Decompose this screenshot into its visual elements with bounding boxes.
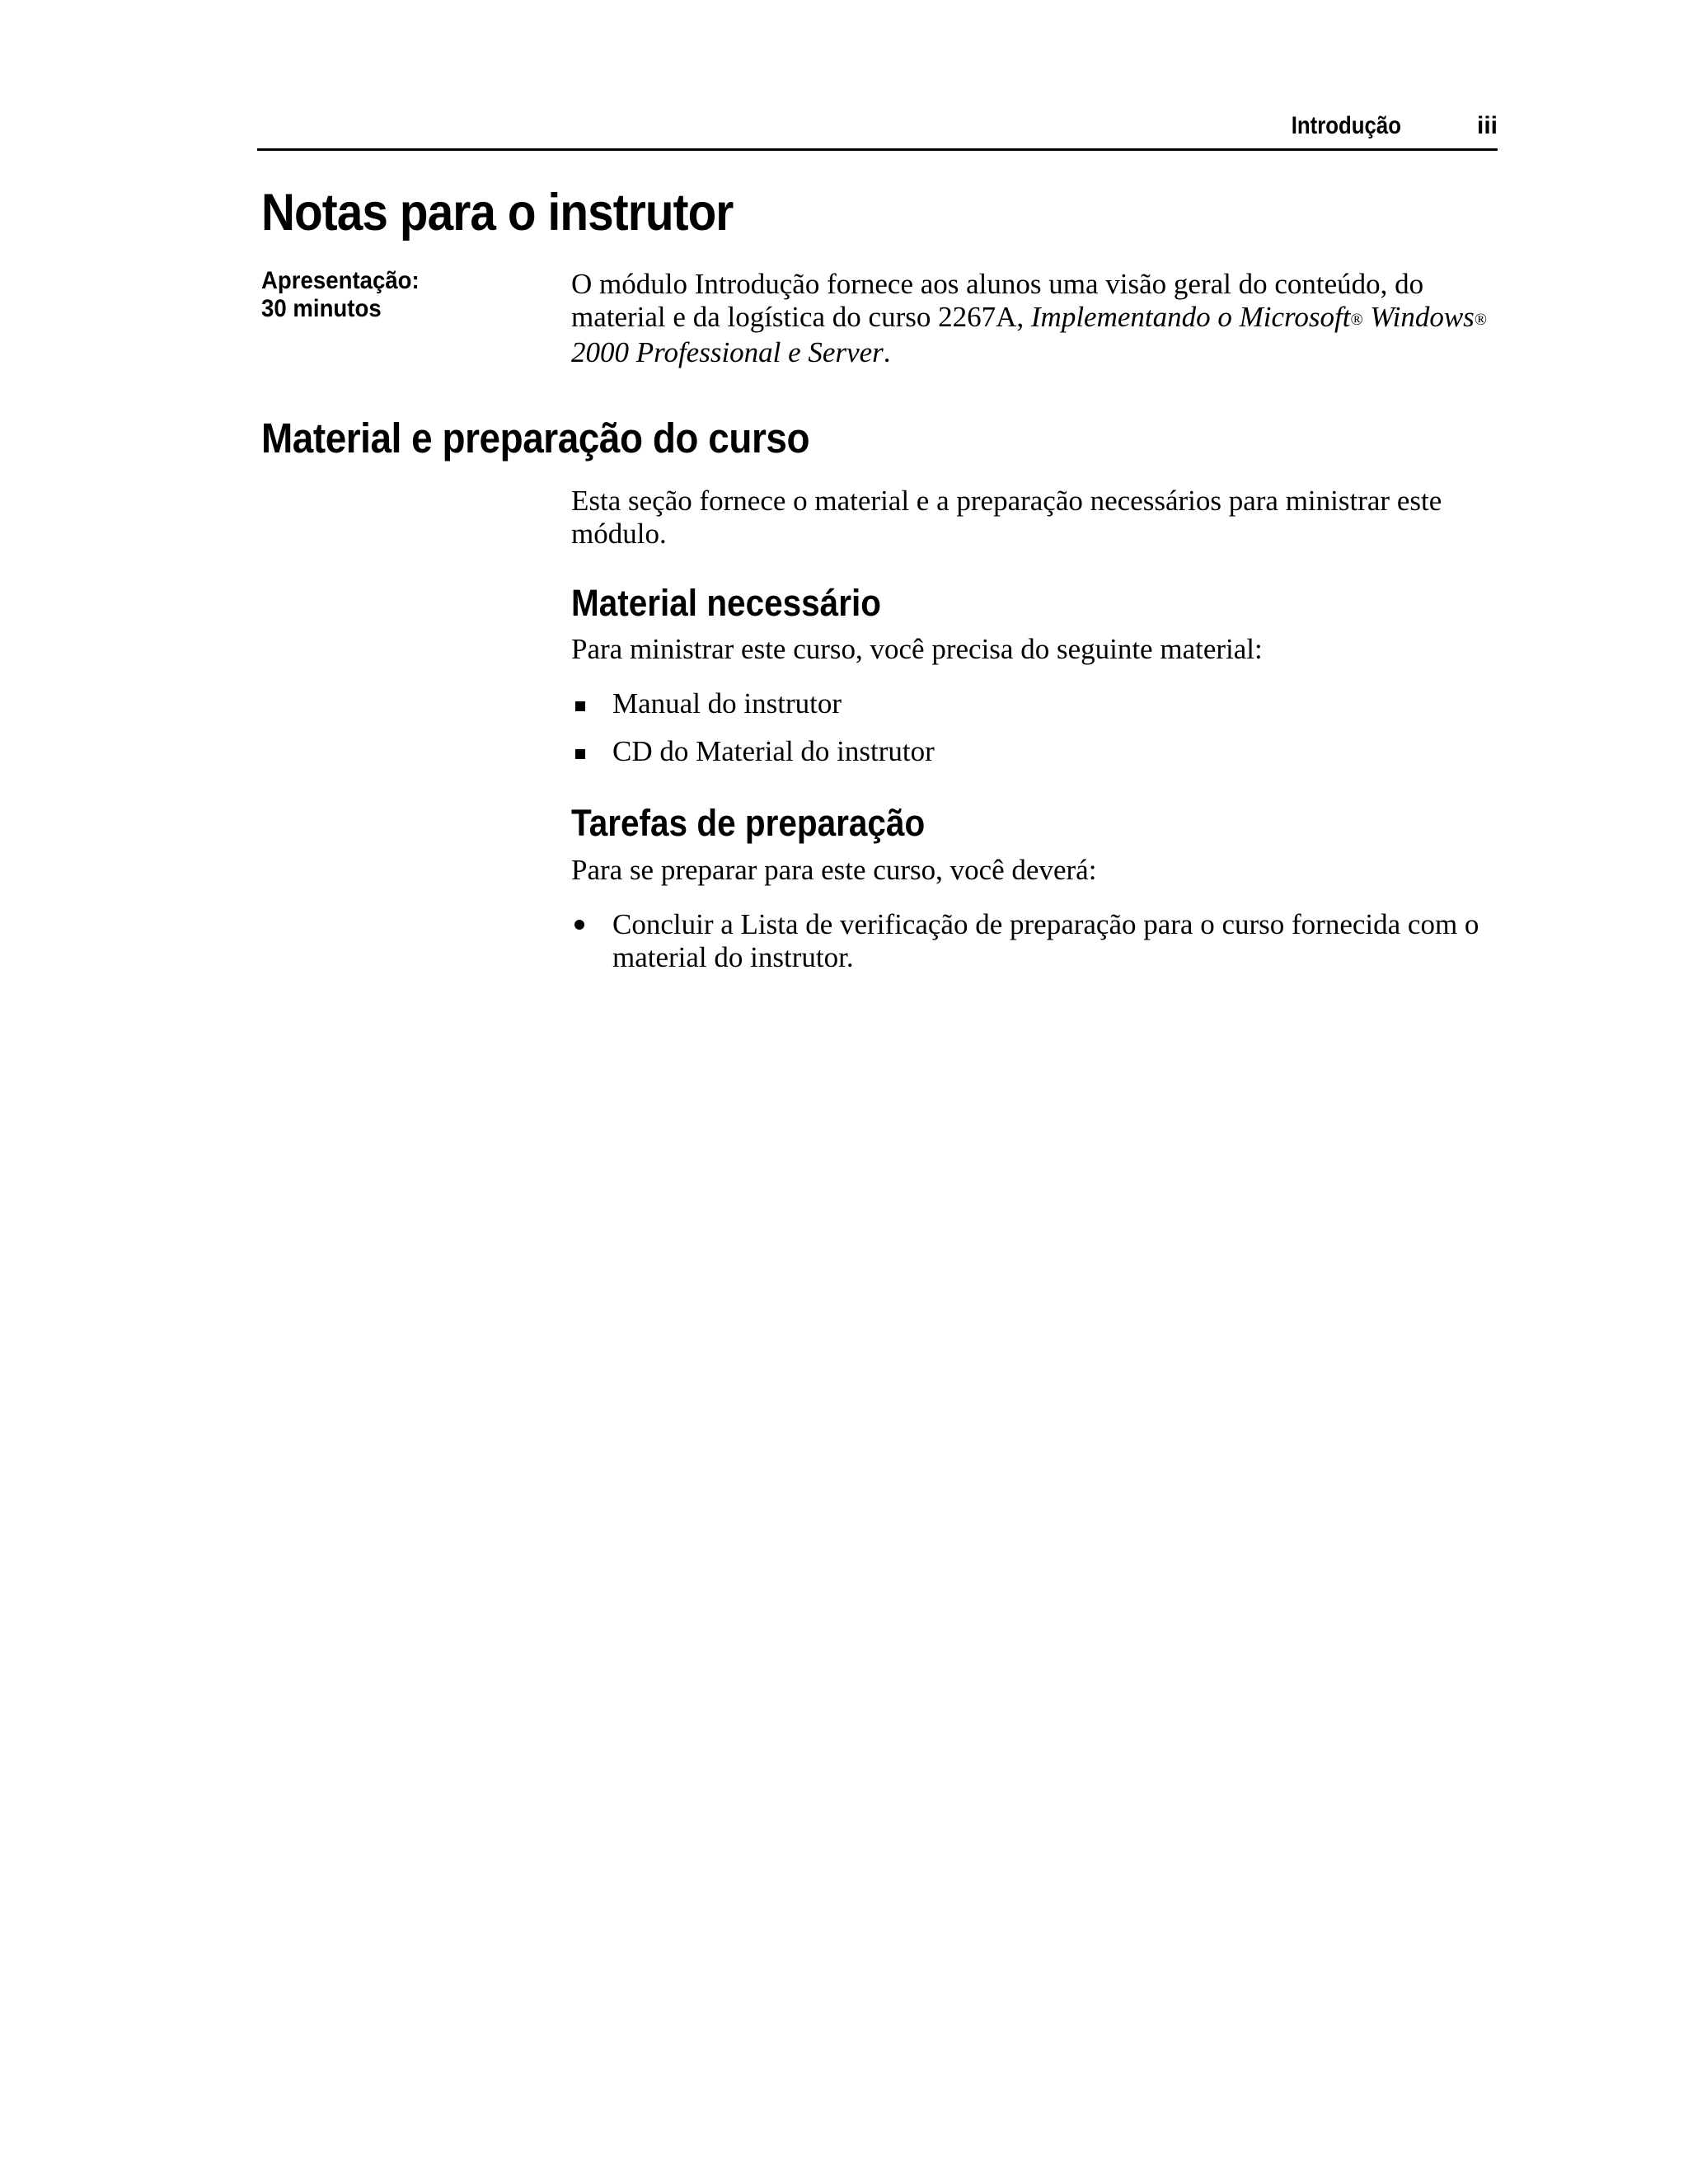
registered-mark: ®: [1350, 311, 1363, 329]
list-item: CD do Material do instrutor: [571, 735, 1498, 768]
presentation-margin-note: [261, 267, 420, 323]
materials-list: [571, 687, 1498, 783]
materials-intro: Para ministrar este curso, você precisa do seguinte material:: [571, 633, 1263, 665]
list-item: Manual do instrutor: [571, 687, 1498, 720]
preparation-list: [571, 908, 1498, 974]
running-header: [257, 109, 1498, 151]
square-bullet-icon: [575, 749, 585, 759]
square-bullet-icon: [575, 701, 585, 711]
course-title: Implementando o Microsoft® Windows® 2000 Professional e Server: [571, 301, 1488, 368]
header-title: Introdução: [1291, 112, 1401, 139]
round-bullet-icon: [574, 920, 584, 930]
materials-heading: Material necessário: [571, 582, 881, 624]
list-item: Concluir a Lista de verificação de preparação para o curso fornecida com o material do instrutor.: [571, 908, 1498, 974]
section-heading: Material e preparação do curso: [261, 415, 810, 462]
section-intro: Esta seção fornece o material e a preparação necessários para ministrar este módulo.: [571, 485, 1442, 550]
page-title: Notas para o instrutor: [261, 184, 734, 241]
module-intro-paragraph: O módulo Introdução fornece aos alunos uma visão geral do conteúdo, do material e da logística do curso 2267A, Implementando o Microsoft® Windows® 2000 Professional e Server.: [571, 268, 1488, 368]
registered-mark: ®: [1474, 311, 1488, 329]
preparation-heading: Tarefas de preparação: [571, 802, 926, 844]
intro-text: O módulo Introdução fornece aos alunos uma visão geral do conteúdo, do material e da logística do curso 2267A: [571, 268, 1424, 333]
presentation-label: Apresentação:: [261, 267, 420, 294]
page-number: iii: [1476, 112, 1498, 139]
preparation-intro: Para se preparar para este curso, você deverá:: [571, 854, 1097, 886]
presentation-duration: 30 minutos: [261, 295, 382, 322]
